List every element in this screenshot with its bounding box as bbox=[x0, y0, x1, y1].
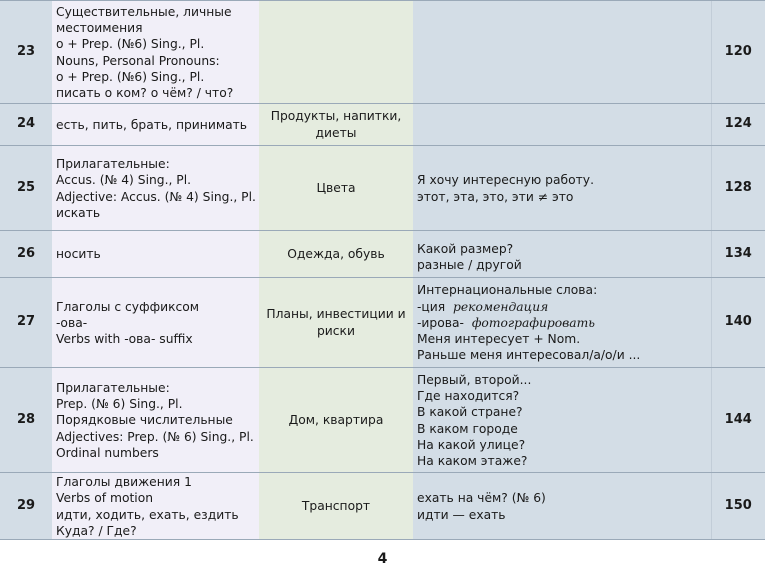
grammar-cell bbox=[52, 1, 259, 104]
lesson-number: 23 bbox=[0, 1, 52, 104]
grammar-line: Nouns, Personal Pronouns: bbox=[56, 53, 220, 68]
speech-cell bbox=[413, 473, 711, 540]
suffix-label: -ирова- bbox=[417, 315, 464, 330]
grammar-line: идти, ходить, ехать, ездить bbox=[56, 507, 239, 522]
grammar-line: Глаголы с суффиксом bbox=[56, 299, 200, 314]
lesson-number: 29 bbox=[0, 473, 52, 540]
speech-line: разные / другой bbox=[417, 258, 522, 272]
speech-line: Первый, второй... bbox=[417, 372, 532, 387]
grammar-cell bbox=[52, 231, 259, 278]
example-word: рекомендация bbox=[453, 299, 549, 314]
speech-line: этот, эта, это, эти ≠ это bbox=[417, 189, 574, 204]
grammar-cell bbox=[52, 104, 259, 146]
table-row bbox=[0, 104, 765, 146]
page-reference: 140 bbox=[711, 278, 765, 368]
lesson-number: 24 bbox=[0, 104, 52, 146]
speech-line: На какой улице? bbox=[417, 437, 526, 452]
page-reference: 134 bbox=[711, 231, 765, 278]
topic-cell: Цвета bbox=[259, 146, 413, 231]
grammar-line: Глаголы движения 1 bbox=[56, 475, 192, 489]
grammar-cell bbox=[52, 278, 259, 368]
page-reference: 128 bbox=[711, 146, 765, 231]
grammar-line: есть, пить, брать, принимать bbox=[56, 117, 248, 132]
topic-cell bbox=[259, 1, 413, 104]
grammar-line: Verbs with -ова- suffix bbox=[56, 332, 193, 347]
lesson-number: 26 bbox=[0, 231, 52, 278]
speech-line: На каком этаже? bbox=[417, 454, 528, 469]
page-reference: 150 bbox=[711, 473, 765, 540]
speech-cell bbox=[413, 231, 711, 278]
lesson-number: 25 bbox=[0, 146, 52, 231]
example-word: фотографировать bbox=[471, 315, 595, 330]
speech-line: Где находится? bbox=[417, 388, 520, 403]
grammar-cell bbox=[52, 473, 259, 540]
grammar-line: Accus. (№ 4) Sing., Pl. bbox=[56, 173, 192, 188]
speech-line: ехать на чём? (№ 6) bbox=[417, 491, 546, 506]
lesson-number: 27 bbox=[0, 278, 52, 368]
speech-line: Раньше меня интересовал/а/о/и ... bbox=[417, 348, 641, 363]
speech-cell bbox=[413, 146, 711, 231]
grammar-line: Прилагательные: bbox=[56, 380, 170, 395]
table-row bbox=[0, 368, 765, 473]
grammar-line: искать bbox=[56, 205, 101, 220]
table-row bbox=[0, 278, 765, 368]
speech-cell bbox=[413, 368, 711, 473]
page-reference: 124 bbox=[711, 104, 765, 146]
speech-cell bbox=[413, 278, 711, 368]
grammar-line: писать о ком? о чём? / что? bbox=[56, 86, 234, 101]
grammar-line: Существительные, личные местоимения bbox=[56, 4, 232, 35]
grammar-line: Verbs of motion bbox=[56, 491, 154, 506]
page-number: 4 bbox=[377, 551, 388, 567]
grammar-line: Adjectives: Prep. (№ 6) Sing., Pl. bbox=[56, 429, 254, 444]
grammar-line: о + Prep. (№6) Sing., Pl. bbox=[56, 37, 205, 52]
topic-cell: Продукты, напитки, диеты bbox=[259, 104, 413, 146]
topic-cell: Планы, инвестиции и риски bbox=[259, 278, 413, 368]
grammar-cell bbox=[52, 146, 259, 231]
speech-cell bbox=[413, 104, 711, 146]
speech-line: Какой размер? bbox=[417, 241, 514, 256]
page-reference: 144 bbox=[711, 368, 765, 473]
page-reference: 120 bbox=[711, 1, 765, 104]
grammar-line: Куда? / Где? bbox=[56, 523, 137, 538]
grammar-line: Ordinal numbers bbox=[56, 445, 159, 460]
lesson-number: 28 bbox=[0, 368, 52, 473]
grammar-cell bbox=[52, 368, 259, 473]
speech-line bbox=[417, 315, 709, 331]
table-row bbox=[0, 1, 765, 104]
grammar-line: Порядковые числительные bbox=[56, 413, 233, 428]
suffix-label: -ция bbox=[417, 299, 446, 314]
grammar-line: -ова- bbox=[56, 315, 88, 330]
speech-line: Я хочу интересную работу. bbox=[417, 173, 594, 188]
table-row bbox=[0, 231, 765, 278]
speech-line: Меня интересует + Nom. bbox=[417, 332, 581, 347]
grammar-line: Adjective: Accus. (№ 4) Sing., Pl. bbox=[56, 189, 256, 204]
table-row bbox=[0, 146, 765, 231]
speech-line: В каком городе bbox=[417, 421, 518, 436]
topic-cell: Дом, квартира bbox=[259, 368, 413, 473]
speech-line bbox=[417, 299, 709, 315]
grammar-line: носить bbox=[56, 247, 101, 262]
grammar-line: Прилагательные: bbox=[56, 156, 170, 171]
grammar-line: о + Prep. (№6) Sing., Pl. bbox=[56, 69, 205, 84]
speech-line: В какой стране? bbox=[417, 405, 523, 420]
speech-line: идти — ехать bbox=[417, 507, 506, 522]
topic-cell: Транспорт bbox=[259, 473, 413, 540]
speech-line: Интернациональные слова: bbox=[417, 283, 598, 298]
topic-cell: Одежда, обувь bbox=[259, 231, 413, 278]
table-row bbox=[0, 473, 765, 540]
grammar-line: Prep. (№ 6) Sing., Pl. bbox=[56, 397, 183, 412]
speech-cell bbox=[413, 1, 711, 104]
